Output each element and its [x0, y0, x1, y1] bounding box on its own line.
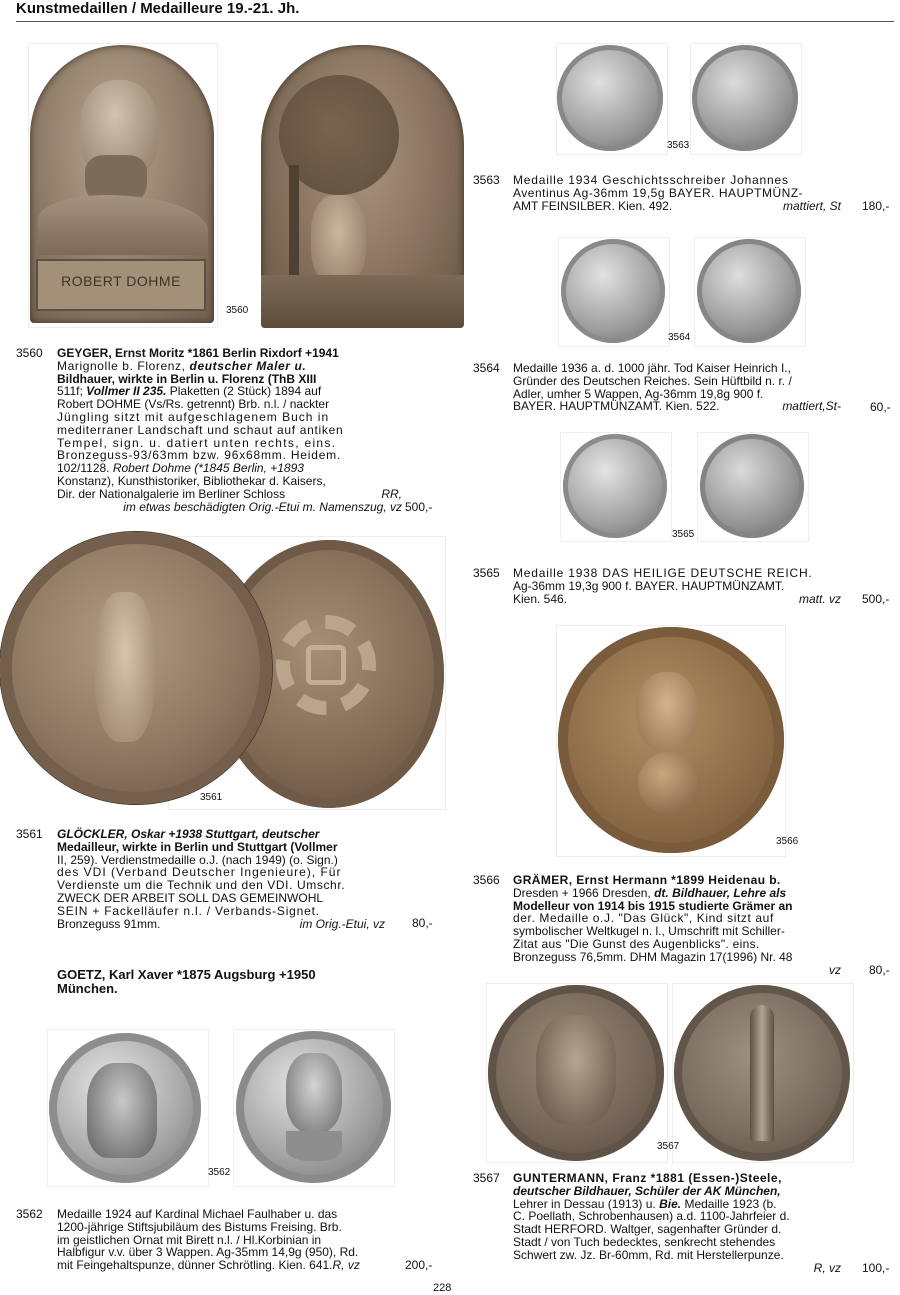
lot-number: 3563	[473, 173, 500, 187]
desc-bold-italic: Vollmer II 235.	[86, 384, 167, 399]
lot-description	[513, 174, 841, 212]
desc-line	[513, 200, 841, 213]
medal-3566	[558, 627, 784, 853]
lot-3565	[473, 567, 893, 612]
lot-3564	[473, 362, 898, 417]
desc-text: Bronzeguss 91mm.	[57, 916, 161, 931]
desc-line: ZWECK DER ARBEIT SOLL DAS GEMEINWOHL	[57, 890, 324, 905]
lot-grade: vz	[829, 962, 841, 977]
desc-line	[57, 918, 385, 931]
desc-line	[513, 887, 841, 900]
lot-description	[513, 362, 841, 413]
medal-3565-reverse	[700, 434, 804, 538]
medal-3561-obverse	[0, 532, 272, 804]
desc-line: Stadt HERFORD. Waltger, sagenhafter Gründer d.	[513, 1222, 782, 1237]
desc-line: Stadt / von Tuch bedecktes, senkrecht stehendes	[513, 1234, 776, 1249]
image-label-3561: 3561	[200, 792, 223, 803]
lot-3560	[16, 347, 436, 517]
lot-number: 3566	[473, 873, 500, 887]
plaque-3560-landscape	[261, 45, 464, 328]
desc-line: Medaille 1924 auf Kardinal Michael Faulhaber u. das	[57, 1207, 338, 1221]
lot-description	[513, 1172, 841, 1274]
desc-line: Schwert zw. Jz. Br-60mm, Rd. mit Herstellerpunze.	[513, 1247, 784, 1262]
desc-line: Bildhauer, wirkte in Berlin u. Florenz (ThB XIII	[57, 371, 317, 386]
lot-description	[513, 567, 841, 605]
desc-text: Marignolle b. Florenz,	[57, 358, 190, 373]
desc-bold-italic: GLÖCKLER, Oskar +1938 Stuttgart, deutscher	[57, 827, 320, 841]
lot-grade: matt. vz	[798, 591, 841, 606]
plaque-inscription: ROBERT DOHME	[61, 273, 181, 289]
coat-of-arms	[286, 1131, 342, 1161]
section-title-line: München.	[57, 981, 118, 996]
lot-price: 200,-	[405, 1258, 433, 1272]
desc-line: Adler, umher 5 Wappen, Ag-36mm 19,8g 900 f.	[513, 386, 764, 401]
vdi-logo-center	[306, 645, 346, 685]
desc-line: Zitat aus "Die Gunst des Augenblicks". eins.	[513, 936, 760, 951]
desc-bold-italic: dt. Bildhauer, Lehre als	[654, 885, 787, 900]
lot-price: 60,-	[870, 400, 891, 414]
portrait-shoulders	[38, 195, 208, 255]
desc-line: 1200-jährige Stiftsjubiläum des Bistums Freising. Brb.	[57, 1219, 342, 1234]
medal-3564-obverse	[561, 239, 665, 343]
desc-text: Lehrer in Dessau (1913) u.	[513, 1196, 660, 1211]
lot-price: 100,-	[862, 1261, 890, 1275]
plaque-3560-portrait	[30, 45, 214, 323]
desc-line	[57, 501, 402, 514]
desc-text: 102/1128.	[57, 461, 113, 476]
desc-italic: Robert Dohme (*1845 Berlin, +1893	[112, 461, 304, 476]
desc-line: Bronzeguss 76,5mm. DHM Magazin 17(1996) Nr. 48	[513, 949, 793, 964]
desc-text: Kien. 546.	[513, 591, 568, 606]
medal-3567-obverse	[488, 985, 664, 1161]
lot-description	[57, 347, 402, 513]
image-label-3560: 3560	[226, 305, 249, 316]
lot-grade: R, vz	[813, 1260, 841, 1275]
desc-text: mit Feingehaltspunze, dünner Schrötling. Kien. 641.	[57, 1258, 333, 1273]
desc-text: AMT FEINSILBER. Kien. 492.	[513, 198, 673, 213]
lot-number: 3567	[473, 1171, 500, 1185]
desc-line: mediterraner Landschaft und schaut auf antiken	[57, 422, 344, 437]
desc-line	[57, 360, 402, 373]
image-label-3566: 3566	[776, 836, 799, 847]
torch-runner-figure	[95, 592, 155, 742]
lot-grade: R, vz	[332, 1258, 360, 1273]
desc-line: C. Poellath, Schrobenhausen) a.d. 1100-Jahrfeier d.	[513, 1209, 790, 1224]
desc-line: SEIN + Fackelläufer n.l. / Verbands-Signet.	[57, 903, 320, 918]
desc-text: BAYER. HAUPTMÜNZAMT. Kien. 522.	[513, 399, 720, 414]
medal-3563-obverse	[557, 45, 663, 151]
desc-line	[57, 828, 385, 841]
lot-price: 80,-	[869, 963, 890, 977]
desc-line: symbolischer Weltkugel n. l., Umschrift mit Schiller-	[513, 924, 785, 939]
lot-3567	[473, 1172, 893, 1282]
medal-3567-reverse	[674, 985, 850, 1161]
desc-text: Medaille 1923 (b.	[681, 1196, 777, 1211]
lot-description	[57, 1208, 402, 1272]
desc-line: im geistlichen Ornat mit Birett n.l. / Hl.Korbinian in	[57, 1232, 322, 1247]
lot-3562	[16, 1208, 436, 1278]
lot-grade: im Orig.-Etui, vz	[299, 916, 385, 931]
desc-text: Dresden + 1966 Dresden,	[513, 885, 655, 900]
desc-line: der. Medaille o.J. "Das Glück", Kind sitzt auf	[513, 911, 774, 926]
lot-number: 3564	[473, 361, 500, 375]
youth-figure	[311, 195, 366, 285]
lot-grade: mattiert, St	[782, 198, 841, 213]
desc-line	[513, 400, 841, 413]
globe-sphere	[638, 752, 700, 814]
desc-line: Aventinus Ag-36mm 19,5g BAYER. HAUPTMÜNZ-	[513, 185, 804, 200]
page-header: Kunstmedaillen / Medailleure 19.-21. Jh.	[16, 0, 300, 17]
desc-line	[513, 593, 841, 606]
child-figure	[636, 672, 698, 752]
waltger-figure	[536, 1015, 616, 1125]
desc-line: GEYGER, Ernst Moritz *1861 Berlin Rixdorf +1941	[57, 346, 339, 360]
image-label-3565: 3565	[672, 529, 695, 540]
saint-figure	[286, 1053, 342, 1133]
medal-3564-reverse	[697, 239, 801, 343]
header-rule	[16, 21, 894, 22]
lot-description	[57, 828, 385, 930]
desc-bold-italic: deutscher Bildhauer, Schüler der AK München,	[513, 1183, 781, 1198]
desc-line: Medailleur, wirkte in Berlin und Stuttgart (Vollmer	[57, 839, 338, 854]
lot-number: 3565	[473, 566, 500, 580]
image-label-3567: 3567	[657, 1141, 680, 1152]
image-label-3564: 3564	[668, 332, 691, 343]
cardinal-bust	[87, 1063, 157, 1158]
lot-3561	[16, 828, 436, 938]
medal-3562-obverse	[49, 1033, 201, 1183]
lot-number: 3562	[16, 1207, 43, 1221]
desc-line: Tempel, sign. u. datiert unten rechts, eins.	[57, 435, 337, 450]
desc-line: Medaille 1938 DAS HEILIGE DEUTSCHE REICH.	[513, 566, 813, 580]
page-number: 228	[433, 1282, 452, 1294]
artist-heading-goetz	[57, 968, 387, 996]
lot-3563	[473, 174, 893, 219]
desc-line: Medaille 1934 Geschichtsschreiber Johannes	[513, 173, 789, 187]
lot-number: 3560	[16, 346, 43, 360]
lot-grade: im etwas beschädigten Orig.-Etui m. Namenszug, vz	[123, 499, 402, 514]
desc-line: II, 259). Verdienstmedaille o.J. (nach 1949) (o. Sign.)	[57, 852, 338, 867]
lot-grade: RR,	[381, 486, 402, 501]
lot-3566	[473, 874, 893, 984]
desc-line: Robert DOHME (Vs/Rs. getrennt) Brb. n.l. / nackter	[57, 397, 330, 412]
desc-text: Plaketten (2 Stück) 1894 auf	[166, 384, 322, 399]
lot-description	[513, 874, 841, 976]
desc-line: Jüngling sitzt mit aufgeschlagenem Buch in	[57, 409, 330, 424]
lot-price: 500,-	[862, 592, 890, 606]
desc-line: Verdienste um die Technik und den VDI. Umschr.	[57, 878, 346, 893]
image-label-3563: 3563	[667, 140, 690, 151]
desc-line: Ag-36mm 19,3g 900 f. BAYER. HAUPTMÜNZAMT.	[513, 578, 785, 593]
desc-line	[513, 1262, 841, 1275]
desc-line: Modelleur von 1914 bis 1915 studierte Grämer an	[513, 898, 793, 913]
lot-price: 500,-	[405, 500, 433, 514]
desc-line: Konstanz), Kunsthistoriker, Bibliothekar d. Kaisers,	[57, 473, 326, 488]
desc-line: GUNTERMANN, Franz *1881 (Essen-)Steele,	[513, 1171, 782, 1185]
medal-3562-reverse	[236, 1031, 391, 1183]
desc-line: GRÄMER, Ernst Hermann *1899 Heidenau b.	[513, 873, 781, 887]
desc-line: Medaille 1936 a. d. 1000 jähr. Tod Kaiser Heinrich I.,	[513, 361, 791, 375]
desc-text: 511f;	[57, 384, 87, 399]
lot-price: 80,-	[412, 916, 433, 930]
lot-number: 3561	[16, 827, 43, 841]
lot-price: 180,-	[862, 199, 890, 213]
desc-line	[513, 964, 841, 977]
desc-line	[57, 1259, 402, 1272]
desc-line: Gründer des Deutschen Reiches. Sein Hüftbild n. r. /	[513, 373, 792, 388]
desc-line: Halbfigur v.v. über 3 Wappen. Ag-35mm 14,9g (950), Rd.	[57, 1245, 359, 1260]
section-title-line: GOETZ, Karl Xaver *1875 Augsburg +1950	[57, 967, 316, 982]
desc-bold-italic: Bie.	[659, 1196, 682, 1211]
desc-line: Bronzeguss-93/63mm bzw. 96x68mm. Heidem.	[57, 448, 342, 463]
tree-trunk	[289, 165, 299, 275]
lot-grade: mattiert,St-	[782, 399, 841, 414]
desc-text: Dir. der Nationalgalerie im Berliner Schloss	[57, 486, 286, 501]
medal-3563-reverse	[692, 45, 798, 151]
desc-bold-italic: deutscher Maler u.	[189, 358, 307, 373]
sword-shape	[750, 1005, 774, 1141]
medal-3565-obverse	[563, 434, 667, 538]
image-label-3562: 3562	[208, 1167, 231, 1178]
landscape-ground	[261, 275, 464, 328]
desc-line: des VDI (Verband Deutscher Ingenieure), Für	[57, 865, 342, 880]
